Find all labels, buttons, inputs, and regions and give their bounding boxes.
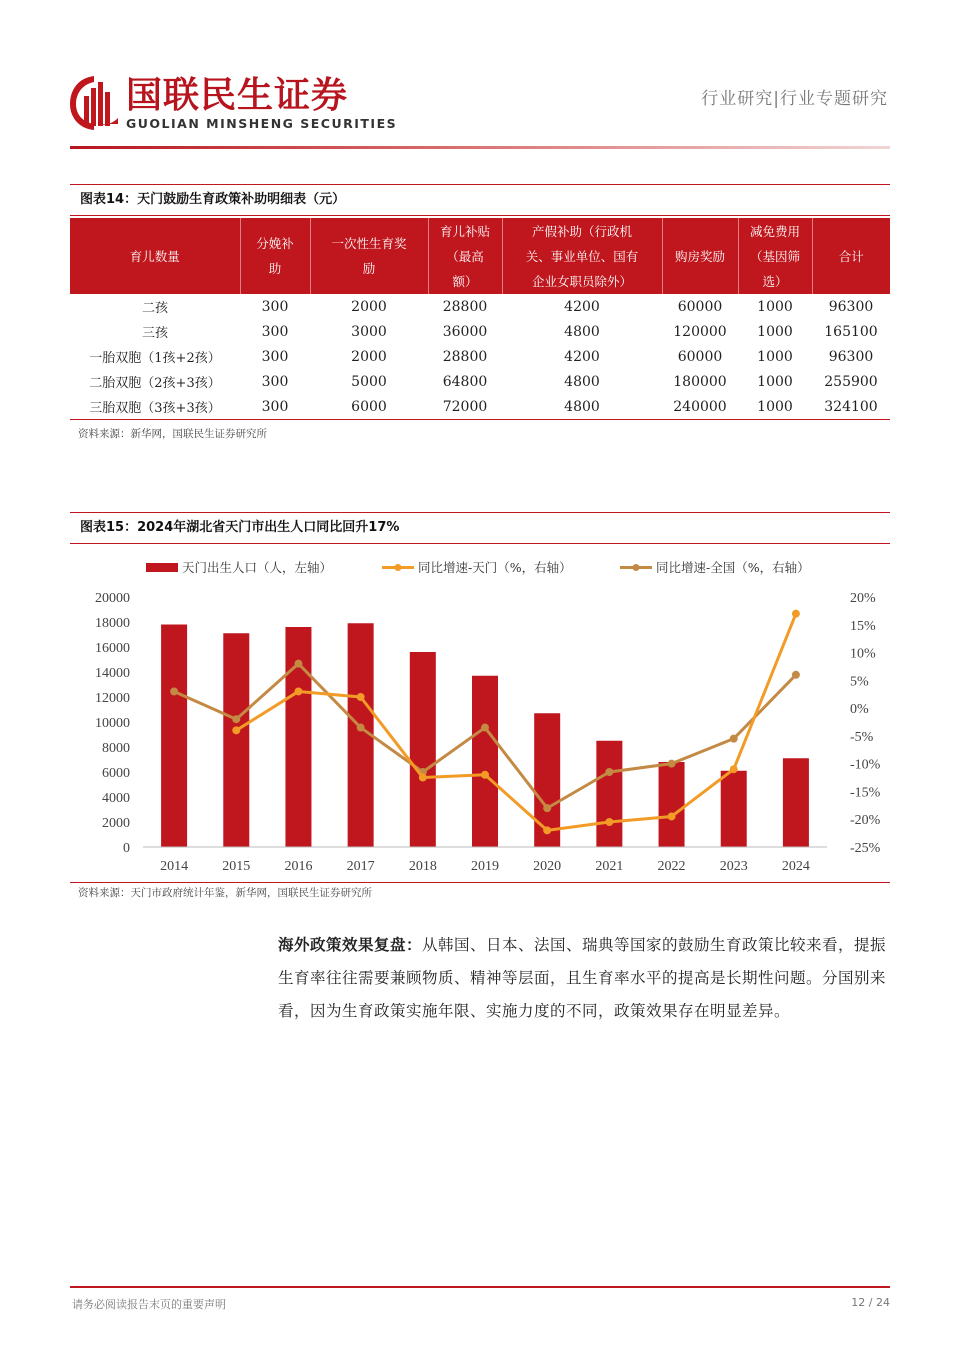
table-cell: 5000: [351, 373, 387, 390]
bar-birth-population: [596, 741, 622, 847]
series-point: [668, 760, 676, 768]
table-header-cell: [240, 218, 310, 294]
x-tick-label: 2024: [781, 859, 810, 874]
y-right-tick-label: -15%: [850, 785, 881, 801]
table-header-text: 购房奖励: [674, 248, 725, 264]
y-right-tick-label: -10%: [850, 757, 881, 773]
x-tick-label: 2022: [657, 859, 686, 874]
y-right-tick-label: 0%: [850, 702, 869, 718]
bar-birth-population: [659, 762, 685, 847]
figure15-bottom-rule: [70, 882, 890, 883]
table-cell: 2000: [351, 348, 387, 365]
table-cell: 60000: [677, 298, 723, 315]
table-row: [70, 294, 890, 319]
table-cell: 300: [261, 323, 289, 340]
series-point: [605, 768, 613, 776]
table14-title: 图表14：天门鼓励生育政策补助明细表（元）: [70, 184, 890, 216]
bar-birth-population: [223, 633, 249, 847]
y-left-tick-label: 20000: [95, 591, 130, 606]
table-header-text: 减免费用: [749, 223, 800, 239]
table-header-cell: [738, 218, 812, 294]
legend-label: 天门出生人口（人，左轴）: [182, 560, 333, 575]
table-cell: 28800: [442, 348, 488, 365]
table14-source: 资料来源：新华网，国联民生证券研究所: [78, 428, 267, 440]
y-right-tick-label: -5%: [850, 729, 874, 745]
table-header-text: 助: [268, 261, 282, 276]
series-point: [232, 715, 240, 723]
table-header-cell: [310, 218, 428, 294]
x-tick-label: 2018: [408, 859, 437, 874]
table-cell: 255900: [824, 373, 878, 390]
row-label-cell: 二胎双胞（2孩+3孩）: [89, 376, 221, 391]
table-header-text: 关、事业单位、国有: [525, 248, 639, 264]
x-tick-label: 2015: [222, 859, 251, 874]
y-right-tick-label: -20%: [850, 813, 881, 829]
table-header-text: 育儿数量: [129, 248, 180, 264]
table-header-row: [70, 218, 890, 294]
table-header-text: 一次性生育奖: [331, 236, 407, 251]
brand-name-en: GUOLIAN MINSHENG SECURITIES: [126, 116, 398, 131]
table-cell: 165100: [824, 323, 878, 340]
table-cell: 1000: [757, 323, 793, 340]
legend-marker: [395, 564, 402, 571]
y-left-tick-label: 18000: [95, 616, 130, 631]
series-point: [792, 671, 800, 679]
y-left-tick-label: 4000: [102, 791, 130, 806]
legend-marker: [633, 564, 640, 571]
policy-review-paragraph: [278, 928, 896, 1028]
table-header-cell: [812, 218, 890, 294]
table-cell: 324100: [812, 394, 890, 420]
series-point: [543, 826, 551, 834]
y-left-tick-label: 16000: [95, 641, 130, 656]
table-cell: 1000: [757, 298, 793, 315]
y-left-tick-label: 14000: [95, 666, 130, 681]
series-point: [481, 771, 489, 779]
table-header-cell: [662, 218, 738, 294]
series-point: [605, 818, 613, 826]
bar-birth-population: [721, 771, 747, 847]
table-cell: 300: [240, 394, 310, 420]
paragraph-body: 从韩国、日本、法国、瑞典等国家的鼓励生育政策比较来看，提振生育率往往需要兼顾物质、精神等层面，且生育率水平的提高是长期性问题。分国别来看，因为生育政策实施年限、实施力度的不同，政策效果存在明显差异。: [278, 936, 887, 1020]
series-point: [730, 735, 738, 743]
bar-birth-population: [410, 652, 436, 847]
y-left-tick-label: 12000: [95, 691, 130, 706]
paragraph-lead: 海外政策效果复盘：: [278, 935, 423, 954]
x-tick-label: 2023: [719, 859, 748, 874]
table-header-text: 企业女职员除外）: [531, 273, 632, 289]
table-cell: 60000: [677, 348, 723, 365]
y-left-tick-label: 8000: [102, 741, 130, 756]
table-header-text: 额）: [452, 273, 478, 289]
table-cell: 300: [261, 373, 289, 390]
bar-birth-population: [783, 758, 809, 847]
bar-birth-population: [472, 676, 498, 847]
row-label-cell: 三胎双胞（3孩+3孩）: [70, 394, 240, 420]
table-header-text: 选）: [762, 273, 788, 289]
y-left-tick-label: 0: [123, 841, 130, 856]
legend-label: 同比增速-全国（%，右轴）: [656, 560, 810, 575]
birth-population-chart: [70, 548, 890, 880]
table-cell: 2000: [351, 298, 387, 315]
table-cell: 1000: [757, 373, 793, 390]
report-section-label: 行业研究|行业专题研究: [701, 89, 888, 109]
row-label-cell: 一胎双胞（1孩+2孩）: [89, 351, 221, 366]
table-header-text: 合计: [838, 248, 864, 264]
series-point: [357, 693, 365, 701]
table-header-text: 分娩补: [256, 236, 294, 251]
table-cell: 4200: [564, 298, 600, 315]
bar-birth-population: [161, 625, 187, 848]
series-point: [481, 724, 489, 732]
table-header-cell: [502, 218, 662, 294]
y-right-tick-label: 10%: [850, 646, 876, 662]
table-header-text: 励: [362, 261, 376, 276]
x-tick-label: 2020: [533, 859, 562, 874]
x-tick-label: 2016: [284, 859, 313, 874]
y-right-tick-label: -25%: [850, 841, 881, 856]
table-cell: 4800: [502, 394, 662, 420]
y-left-tick-label: 2000: [102, 816, 130, 831]
table-cell: 4200: [564, 348, 600, 365]
series-point: [294, 660, 302, 668]
table-cell: 28800: [442, 298, 488, 315]
header-divider: [70, 146, 890, 149]
table-row: [70, 319, 890, 344]
brand-name-cn: 国联民生证券: [126, 75, 349, 116]
y-right-tick-label: 20%: [850, 591, 876, 606]
figure15-source: 资料来源：天门市政府统计年鉴，新华网，国联民生证券研究所: [78, 887, 372, 899]
series-point: [792, 610, 800, 618]
table-cell: 96300: [828, 348, 874, 365]
footer-divider: [70, 1286, 890, 1288]
table-cell: 4800: [564, 373, 600, 390]
series-point: [357, 724, 365, 732]
x-tick-label: 2021: [595, 859, 624, 874]
table-cell: 36000: [442, 323, 488, 340]
table-cell: 300: [261, 298, 289, 315]
table-cell: 180000: [673, 373, 727, 390]
legend-label: 同比增速-天门（%，右轴）: [418, 560, 572, 575]
x-tick-label: 2017: [346, 859, 375, 874]
table-cell: 1000: [757, 348, 793, 365]
series-point: [170, 687, 178, 695]
page-number: 12 / 24: [851, 1296, 890, 1309]
table-row: [70, 394, 890, 420]
table-row: [70, 369, 890, 394]
x-tick-label: 2019: [471, 859, 499, 874]
figure15-title: 图表15：2024年湖北省天门市出生人口同比回升17%: [70, 512, 890, 544]
table-header-text: （基因筛: [749, 248, 800, 264]
series-line: [236, 614, 796, 831]
y-left-tick-label: 6000: [102, 766, 130, 781]
table-cell: 4800: [564, 323, 600, 340]
table-row: [70, 344, 890, 369]
table-header-cell: [428, 218, 502, 294]
y-right-tick-label: 15%: [850, 618, 876, 634]
series-point: [419, 774, 427, 782]
y-right-tick-label: 5%: [850, 674, 869, 690]
series-point: [232, 726, 240, 734]
company-logo-icon: [68, 74, 120, 132]
series-point: [730, 765, 738, 773]
subsidy-table: [70, 218, 890, 420]
series-point: [294, 687, 302, 695]
table-cell: 72000: [428, 394, 502, 420]
table-header-cell: [70, 218, 240, 294]
series-point: [543, 804, 551, 812]
x-tick-label: 2014: [160, 859, 189, 874]
table-cell: 3000: [351, 323, 387, 340]
table-cell: 64800: [442, 373, 488, 390]
table-header-text: 育儿补贴: [439, 223, 490, 239]
table-cell: 300: [261, 348, 289, 365]
table-header-text: 产假补助（行政机: [531, 223, 632, 239]
disclaimer-note: 请务必阅读报告末页的重要声明: [72, 1298, 226, 1311]
table-cell: 96300: [828, 298, 874, 315]
table-header-text: （最高: [446, 248, 484, 264]
legend-swatch: [146, 563, 178, 572]
table-cell: 120000: [673, 323, 727, 340]
row-label-cell: 三孩: [141, 326, 168, 341]
table-cell: 6000: [310, 394, 428, 420]
series-point: [668, 812, 676, 820]
y-left-tick-label: 10000: [95, 716, 130, 731]
row-label-cell: 二孩: [141, 301, 168, 316]
table-cell: 1000: [738, 394, 812, 420]
table-cell: 240000: [662, 394, 738, 420]
